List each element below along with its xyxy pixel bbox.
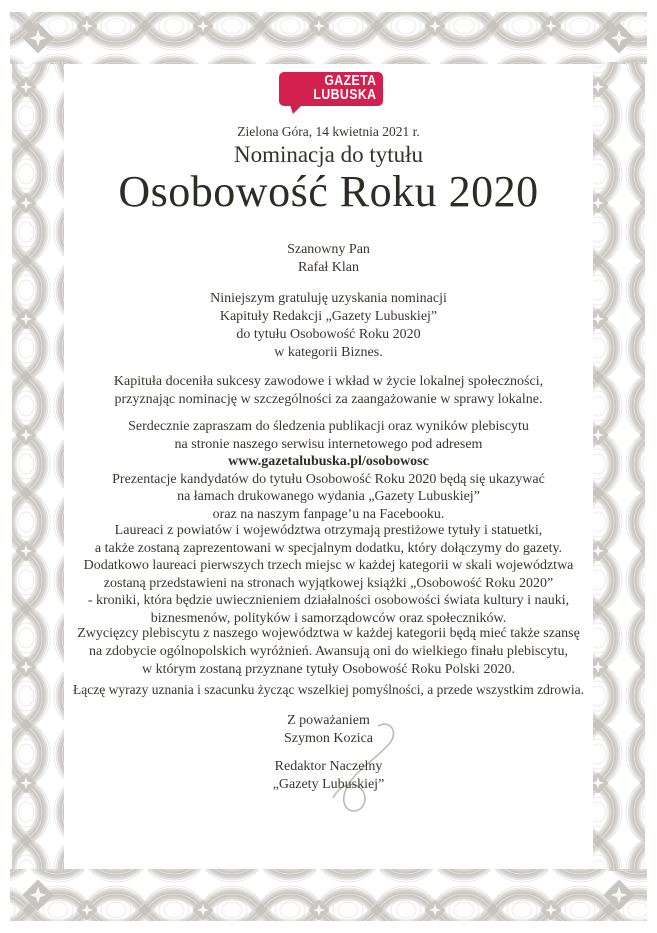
certificate-title: Osobowość Roku 2020 — [118, 167, 539, 216]
text-line: na łamach drukowanego wydania „Gazety Lubuskiej” — [177, 489, 480, 504]
text-line: Laureaci z powiatów i województwa otrzymają prestiżowe tytuły i statuetki, — [114, 523, 543, 538]
invitation-lines-after — [0, 471, 657, 524]
logo-line-1: GAZETA — [324, 72, 377, 89]
text-line: Kapituły Redakcji „Gazety Lubuskiej” — [219, 309, 438, 324]
valediction: Z poważaniem — [287, 713, 370, 728]
signatory-organization: „Gazety Lubuskiej” — [272, 777, 385, 792]
logo-text — [298, 74, 383, 102]
text-line: oraz na naszym fanpage’u na Facebooku. — [212, 506, 445, 522]
text-line: zostaną przedstawieni na stronach wyjątkowej książki „Osobowość Roku 2020” — [103, 575, 554, 591]
text-line: Serdecznie zapraszam do śledzenia publikacji oraz wyników plebiscytu — [128, 419, 529, 434]
paragraph-appreciation — [0, 373, 657, 409]
signatory-title: Redaktor Naczelny — [274, 759, 383, 774]
text-line: Szanowny Pan — [287, 242, 370, 257]
text-line: na stronie naszego serwisu internetowego pod adresem — [174, 436, 483, 452]
paragraph-winners — [0, 625, 657, 679]
text-line: Kapituła doceniła sukcesy zawodowe i wkład w życie lokalnej społeczności, — [113, 374, 544, 389]
paragraph-nomination — [0, 290, 657, 362]
signature-title-block — [0, 758, 657, 794]
text-line: na zdobycie ogólnopolskich wyróżnień. Awansują oni do wielkiego finału plebiscytu, — [89, 644, 568, 659]
text-line: Niniejszym gratuluję uzyskania nominacji — [210, 291, 447, 306]
text-line: do tytułu Osobowość Roku 2020 — [236, 327, 421, 342]
recipient-block — [0, 241, 657, 277]
gazeta-lubuska-logo — [279, 72, 383, 106]
nomination-subtitle: Nominacja do tytułu — [233, 142, 424, 167]
text-line: Rafał Klan — [297, 260, 360, 275]
text-line: w kategorii Biznes. — [274, 345, 383, 360]
invitation-lines-before — [0, 418, 657, 453]
logo-line-2: LUBUSKA — [313, 86, 377, 103]
text-line: - kroniki, która będzie uwiecznieniem działalności osobowości świata kultury i nauki, — [87, 593, 570, 608]
paragraph-laureates — [0, 522, 657, 627]
plebiscite-url: www.gazetalubuska.pl/osobowosc — [228, 454, 429, 469]
text-line: a także zostaną zaprezentowani w specjalnym dodatku, który dołączymy do gazety. — [94, 540, 563, 556]
closing-line: Łączę wyrazy uznania i szacunku życząc wszelkiej pomyślności, a przede wszystkim zdrowia. — [73, 682, 584, 697]
dateline: Zielona Góra, 14 kwietnia 2021 r. — [237, 124, 420, 139]
text-line: Zwycięzcy plebiscytu z naszego województwa w każdej kategorii będą mieć także szansę — [77, 626, 580, 641]
signature-valediction-block — [0, 712, 657, 748]
text-line: przyznając nominację w szczególności za zaangażowanie w sprawy lokalne. — [114, 392, 543, 407]
text-line: Dodatkowo laureaci pierwszych trzech miejsc w każdej kategorii w skali województwa — [83, 558, 574, 573]
text-line: w którym zostaną przyznane tytuły Osobowość Roku Polski 2020. — [142, 662, 515, 677]
paragraph-invitation — [0, 418, 657, 523]
text-line: biznesmenów, polityków i samorządowców oraz społeczników. — [150, 610, 507, 626]
signatory-name: Szymon Kozica — [283, 731, 374, 746]
text-line: Prezentacje kandydatów do tytułu Osobowość Roku 2020 będą się ukazywać — [112, 471, 545, 487]
